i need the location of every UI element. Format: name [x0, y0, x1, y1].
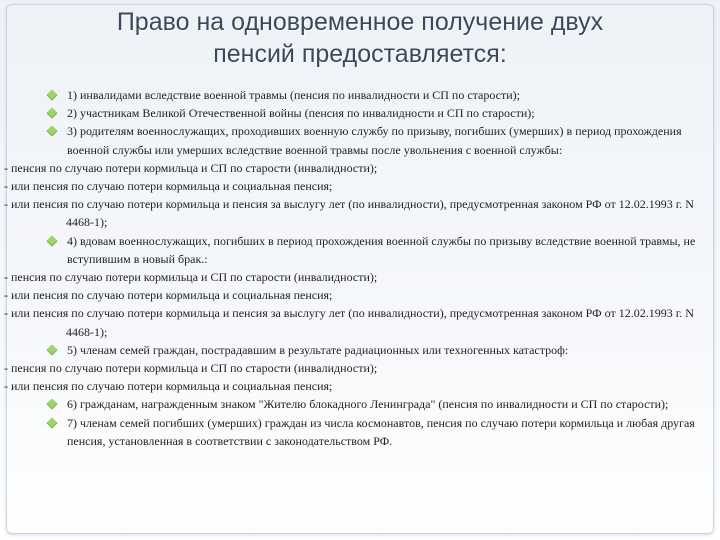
- bullet-icon: [46, 399, 57, 410]
- item-text: - или пенсия по случаю потери кормильца и социальная пенсия;: [4, 379, 333, 394]
- item-text: - или пенсия по случаю потери кормильца и социальная пенсия;: [4, 179, 333, 194]
- item-text: - пенсия по случаю потери кормильца и СП по старости (инвалидности);: [4, 270, 378, 285]
- item-text: 2) участникам Великой Отечественной войны (пенсия по инвалидности и СП по старости);: [67, 106, 535, 121]
- bullet-icon: [46, 89, 57, 100]
- item-text: - или пенсия по случаю потери кормильца и пенсия за выслугу лет (по инвалидности), предусмотренная законом РФ от 12.02.1993 г. N 4468-1);: [4, 197, 694, 230]
- dash-item: [4, 177, 700, 195]
- bullet-icon: [46, 417, 57, 428]
- item-text: - пенсия по случаю потери кормильца и СП по старости (инвалидности);: [4, 160, 378, 175]
- bullet-item: [40, 395, 700, 413]
- dash-item: [4, 359, 700, 377]
- bullet-item: [40, 86, 700, 104]
- item-text: 6) гражданам, награжденным знаком "Жителю блокадного Ленинграда" (пенсия по инвалидности и СП по старости);: [67, 397, 669, 412]
- item-text: 3) родителям военнослужащих, проходивших военную службу по призыву, погибших (умерших) в период прохождения военной службы или умерших вследствие военной травмы после увольнения с военной службы:: [67, 124, 682, 157]
- slide-body: [4, 86, 700, 450]
- dash-item: [4, 286, 700, 304]
- item-text: - или пенсия по случаю потери кормильца и социальная пенсия;: [4, 288, 333, 303]
- bullet-item: [40, 414, 700, 450]
- bullet-icon: [46, 344, 57, 355]
- bullet-icon: [46, 235, 57, 246]
- slide-title: [0, 6, 720, 70]
- bullet-item: [40, 122, 700, 158]
- dash-item: [4, 195, 700, 231]
- item-text: - пенсия по случаю потери кормильца и СП по старости (инвалидности);: [4, 361, 378, 376]
- bullet-item: [40, 104, 700, 122]
- bullet-item: [40, 341, 700, 359]
- dash-item: [4, 304, 700, 340]
- bullet-item: [40, 232, 700, 268]
- bullet-icon: [46, 126, 57, 137]
- item-text: 5) членам семей граждан, пострадавшим в результате радиационных или техногенных катастроф:: [67, 342, 569, 357]
- dash-item: [4, 377, 700, 395]
- item-text: 7) членам семей погибших (умерших) граждан из числа космонавтов, пенсия по случаю потери кормильца и любая другая пенсия, установленная в соответствии с законодательством РФ.: [67, 415, 695, 448]
- dash-item: [4, 159, 700, 177]
- item-text: 1) инвалидами вследствие военной травмы (пенсия по инвалидности и СП по старости);: [67, 88, 521, 102]
- title-line-1: Право на одновременное получение двух: [116, 8, 604, 36]
- title-line-2: пенсий предоставляется:: [213, 40, 507, 68]
- item-text: 4) вдовам военнослужащих, погибших в период прохождения военной службы по призыву вследствие военной травмы, не вступившим в новый брак.:: [67, 233, 696, 266]
- dash-item: [4, 268, 700, 286]
- item-text: - или пенсия по случаю потери кормильца и пенсия за выслугу лет (по инвалидности), предусмотренная законом РФ от 12.02.1993 г. N 4468-1);: [4, 306, 694, 339]
- bullet-icon: [46, 108, 57, 119]
